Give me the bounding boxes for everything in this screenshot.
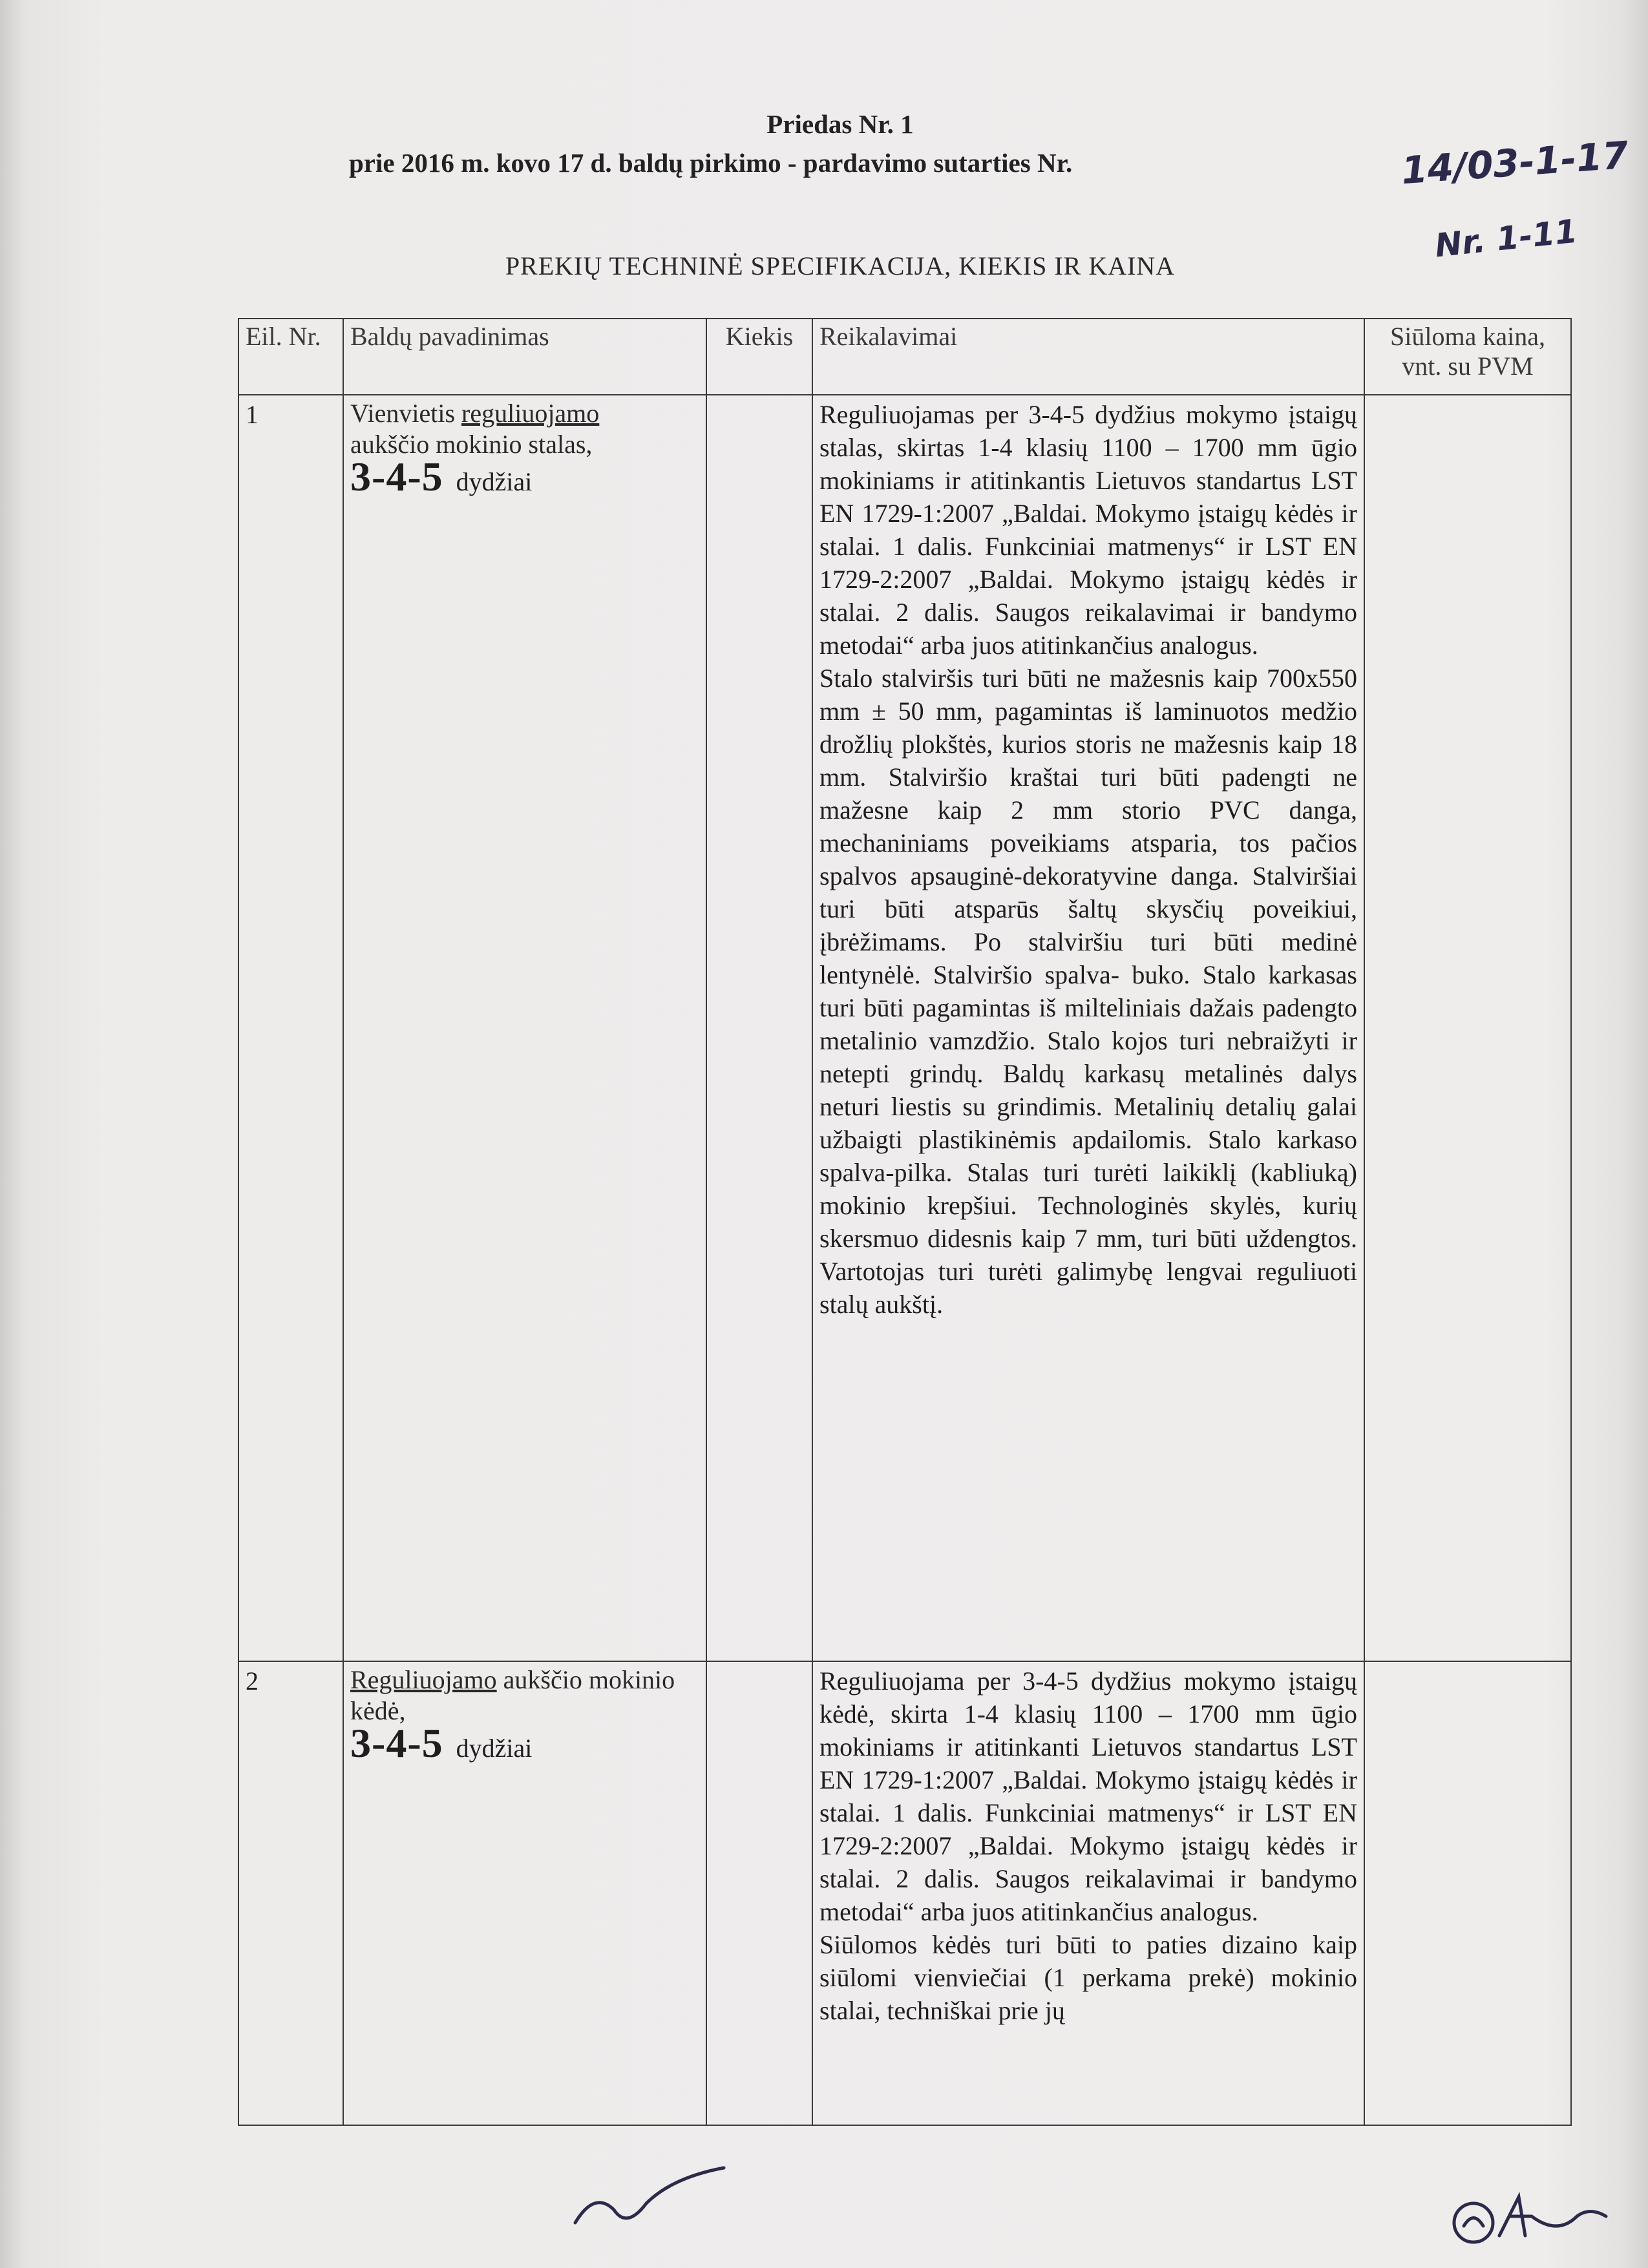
requirements-paragraph-1: Reguliuojamas per 3-4-5 dydžius mokymo įstaigų stalas, skirtas 1-4 klasių 1100 – 1700 mm ūgio mokiniams ir atitinkantis Lietuvos standartus LST EN 1729-1:2007 „Baldai. Mokymo įstaigų kėdės ir stalai. 1 dalis. Funkciniai matmenys“ ir LST EN 1729-2:2007 „Baldai. Mokymo įstaigų kėdės ir stalai. 2 dalis. Saugos reikalavimai ir bandymo metodai“ arba juos atitinkančius analogus. bbox=[819, 400, 1357, 660]
furniture-name bbox=[350, 398, 699, 460]
contract-number-handwritten: 14/03-1-17 bbox=[1400, 132, 1630, 193]
size-range: 3-4-5 bbox=[350, 454, 443, 499]
requirements-paragraph-2: Stalo stalviršis turi būti ne mažesnis kaip 700x550 mm ± 50 mm, pagamintas iš laminuotos medžio drožlių plokštės, kurios storis ne mažesnis kaip 18 mm. Stalviršio kraštai turi būti padengti ne mažesne kaip 2 mm storio PVC danga, mechaniniams poveikiams atsparia, tos pačios spalvos apsauginė-dekoratyvine danga. Stalviršiai turi būti atsparūs šaltų skysčių poveikiui, įbrėžimams. Po stalviršiu turi būti medinė lentynėlė. Stalviršio spalva- buko. Stalo karkasas turi būti pagamintas iš milteliniais dažais padengto metalinio vamzdžio. Stalo kojos turi nebraižyti ir netepti grindų. Baldų karkasų metalinės dalys neturi liestis su grindimis. Metalinių detalių galai užbaigti plastikinėmis apdailomis. Stalo karkaso spalva-pilka. Stalas turi turėti laikiklį (kabliuką) mokinio krepšiui. Technologinės skylės, kurių skersmuo didesnis kaip 7 mm, turi būti uždengtos. Vartotojas turi turėti galimybę lengvai reguliuoti stalų aukštį. bbox=[819, 664, 1357, 1319]
annex-title: Priedas Nr. 1 bbox=[766, 109, 914, 139]
requirements-paragraph-2: Siūlomos kėdės turi būti to paties dizaino kaip siūlomi vienviečiai (1 perkama prekė) mokinio stalai, techniškai prie jų bbox=[819, 1930, 1357, 2025]
specification-table bbox=[238, 318, 1572, 2126]
furniture-name-cell bbox=[343, 1661, 706, 2125]
price-cell bbox=[1364, 1661, 1571, 2125]
signature-scribble-left-icon bbox=[569, 2165, 730, 2242]
annex-subtitle: prie 2016 m. kovo 17 d. baldų pirkimo - pardavimo sutarties Nr. bbox=[349, 148, 1073, 178]
quantity-cell bbox=[706, 395, 812, 1661]
specification-title: PREKIŲ TECHNINĖ SPECIFIKACIJA, KIEKIS IR KAINA bbox=[505, 251, 1176, 280]
name-prefix: Vienvietis bbox=[350, 399, 462, 428]
signature-scribble-right-icon bbox=[1448, 2190, 1609, 2249]
quantity-cell bbox=[706, 1661, 812, 2125]
price-cell bbox=[1364, 395, 1571, 1661]
header-qty: Kiekis bbox=[706, 319, 812, 395]
requirements-cell bbox=[812, 1661, 1364, 2125]
row-number: 2 bbox=[238, 1661, 343, 2125]
table-row bbox=[238, 1661, 1571, 2125]
contract-sub-number-handwritten: Nr. 1-11 bbox=[1433, 212, 1579, 265]
name-suffix: aukščio mokinio kėdė, bbox=[350, 1665, 675, 1725]
size-range: 3-4-5 bbox=[350, 1720, 443, 1766]
furniture-name-cell bbox=[343, 395, 706, 1661]
name-underlined: Reguliuojamo bbox=[350, 1665, 497, 1694]
size-label: dydžiai bbox=[456, 1734, 533, 1763]
size-label: dydžiai bbox=[456, 467, 533, 496]
requirements-cell bbox=[812, 395, 1364, 1661]
header-requirements: Reikalavimai bbox=[812, 319, 1364, 395]
header-name: Baldų pavadinimas bbox=[343, 319, 706, 395]
table-header-row bbox=[238, 319, 1571, 395]
header-nr: Eil. Nr. bbox=[238, 319, 343, 395]
header-price: Siūloma kaina, vnt. su PVM bbox=[1364, 319, 1571, 395]
row-number: 1 bbox=[238, 395, 343, 1661]
requirements-paragraph-1: Reguliuojama per 3-4-5 dydžius mokymo įstaigų kėdė, skirta 1-4 klasių 1100 – 1700 mm ūgio mokiniams ir atitinkanti Lietuvos standartus LST EN 1729-1:2007 „Baldai. Mokymo įstaigų kėdės ir stalai. 1 dalis. Funkciniai matmenys“ ir LST EN 1729-2:2007 „Baldai. Mokymo įstaigų kėdės ir stalai. 2 dalis. Saugos reikalavimai ir bandymo metodai“ arba juos atitinkančius analogus. bbox=[819, 1666, 1357, 1926]
name-underlined: reguliuojamo bbox=[461, 399, 600, 428]
table-row bbox=[238, 395, 1571, 1661]
name-suffix: aukščio mokinio stalas, bbox=[350, 430, 593, 459]
furniture-name bbox=[350, 1664, 699, 1727]
